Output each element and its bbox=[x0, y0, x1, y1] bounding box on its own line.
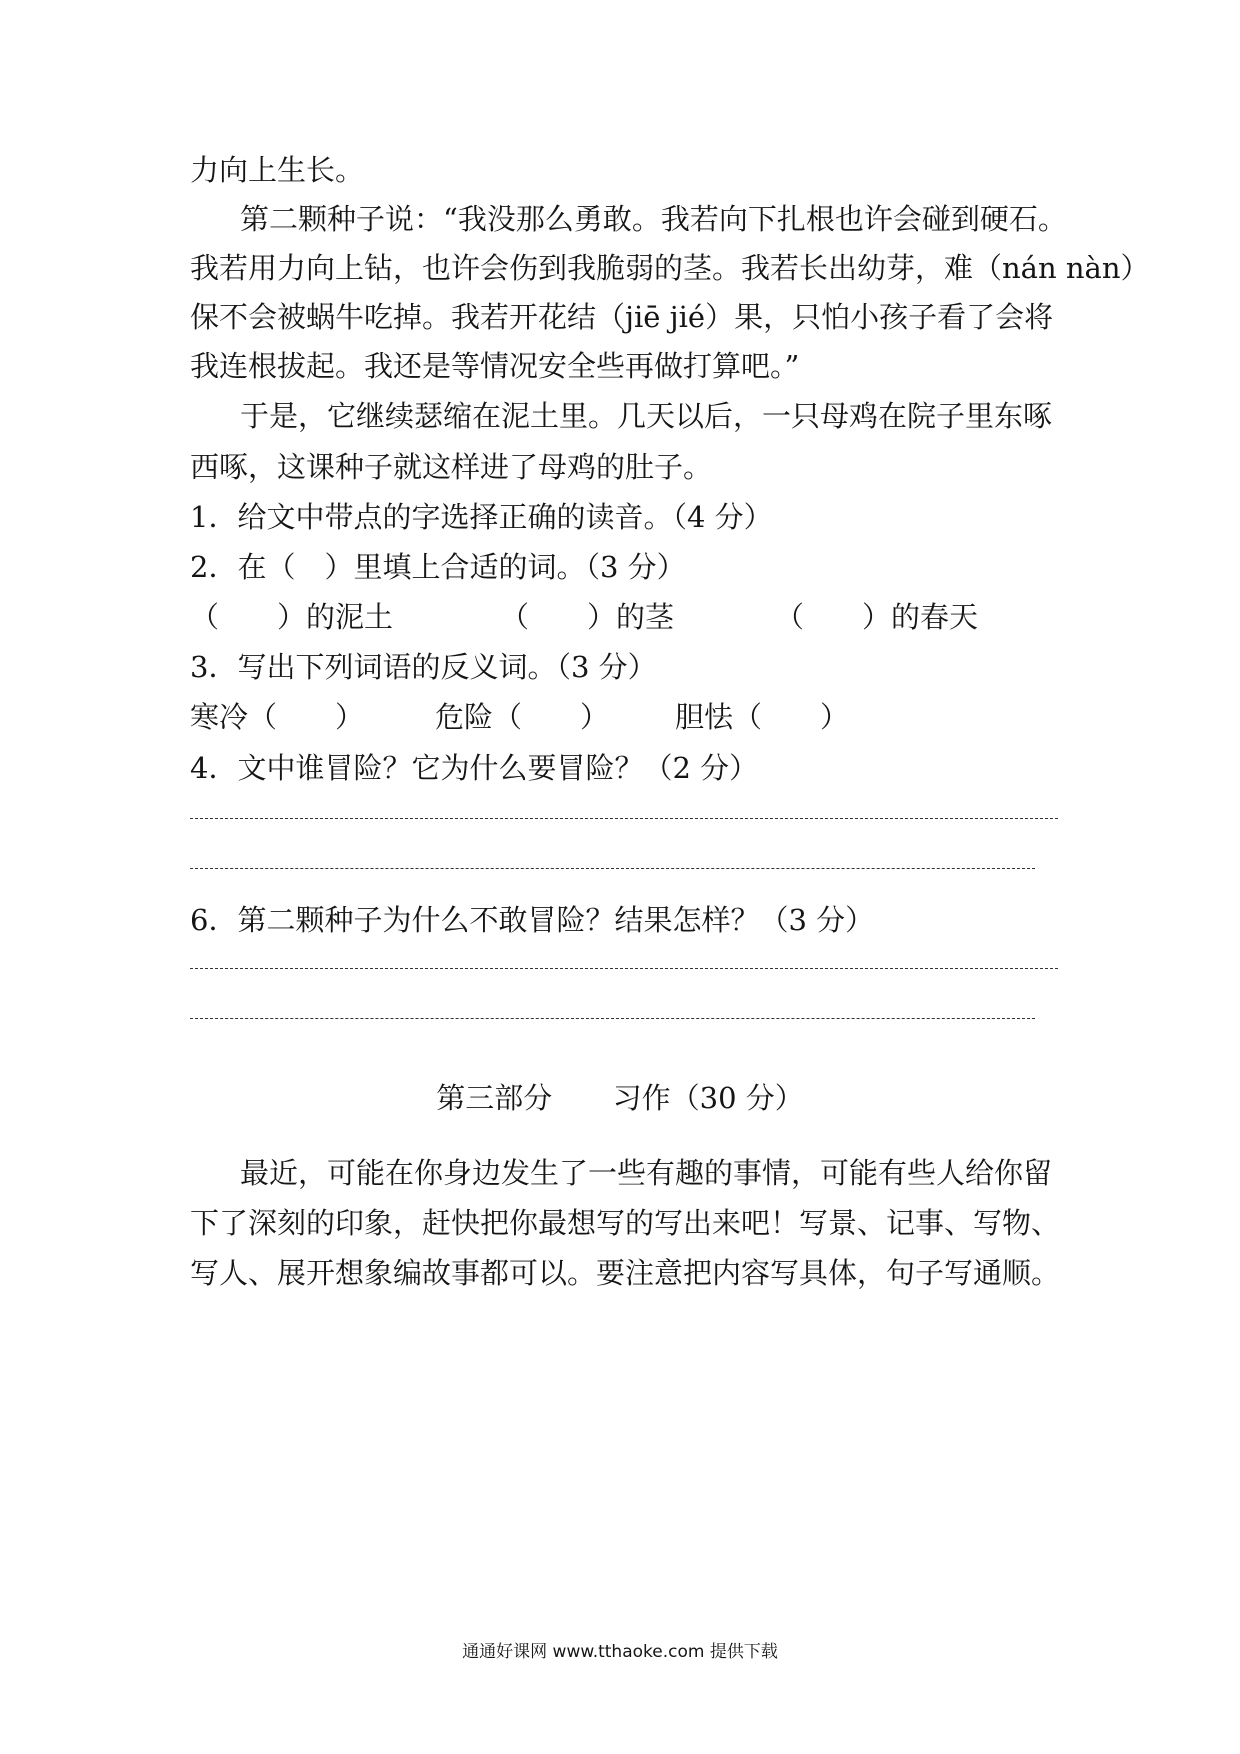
question-1: 1．给文中带点的字选择正确的读音。（4 分） bbox=[190, 500, 773, 534]
answer-line-q6-1 bbox=[190, 968, 1058, 969]
fill-blank-soil: （ ）的泥土 bbox=[190, 600, 394, 634]
passage-line-1: 力向上生长。 bbox=[190, 153, 365, 187]
composition-line-3: 写人、展开想象编故事都可以。要注意把内容写具体，句子写通顺。 bbox=[190, 1256, 1061, 1290]
section-3-title: 习作（30 分） bbox=[612, 1081, 804, 1115]
composition-line-2: 下了深刻的印象，赶快把你最想写的写出来吧！写景、记事、写物、 bbox=[190, 1206, 1061, 1240]
question-6: 6．第二颗种子为什么不敢冒险？结果怎样？（3 分） bbox=[190, 903, 875, 937]
section-3-part: 第三部分 bbox=[436, 1081, 553, 1115]
footer-credit: 通通好课网 www.tthaoke.com 提供下载 bbox=[462, 1642, 778, 1662]
section-3-heading bbox=[0, 1078, 1240, 1118]
antonym-cold: 寒冷（ ） bbox=[190, 700, 365, 734]
passage-line-3: 我若用力向上钻，也许会伤到我脆弱的茎。我若长出幼芽，难（nán nàn） bbox=[190, 251, 1150, 285]
passage-line-2: 第二颗种子说：“我没那么勇敢。我若向下扎根也许会碰到硬石。 bbox=[240, 202, 1067, 236]
composition-line-1: 最近，可能在你身边发生了一些有趣的事情，可能有些人给你留 bbox=[240, 1156, 1053, 1190]
question-3: 3．写出下列词语的反义词。（3 分） bbox=[190, 650, 657, 684]
passage-line-6: 于是，它继续瑟缩在泥土里。几天以后，一只母鸡在院子里东啄 bbox=[240, 399, 1053, 433]
fill-blank-spring: （ ）的春天 bbox=[775, 600, 979, 634]
answer-line-q4-2 bbox=[190, 868, 1035, 869]
question-2: 2．在（ ）里填上合适的词。（3 分） bbox=[190, 550, 686, 584]
passage-line-4: 保不会被蜗牛吃掉。我若开花结（jiē jié）果，只怕小孩子看了会将 bbox=[190, 300, 1054, 334]
passage-line-7: 西啄，这课种子就这样进了母鸡的肚子。 bbox=[190, 450, 713, 484]
question-4: 4．文中谁冒险？它为什么要冒险？（2 分） bbox=[190, 751, 759, 785]
answer-line-q6-2 bbox=[190, 1018, 1035, 1019]
answer-line-q4-1 bbox=[190, 818, 1058, 819]
antonym-timid: 胆怯（ ） bbox=[675, 700, 850, 734]
antonym-danger: 危险（ ） bbox=[435, 700, 610, 734]
fill-blank-stem: （ ）的茎 bbox=[500, 600, 675, 634]
passage-line-5: 我连根拔起。我还是等情况安全些再做打算吧。” bbox=[190, 349, 800, 383]
